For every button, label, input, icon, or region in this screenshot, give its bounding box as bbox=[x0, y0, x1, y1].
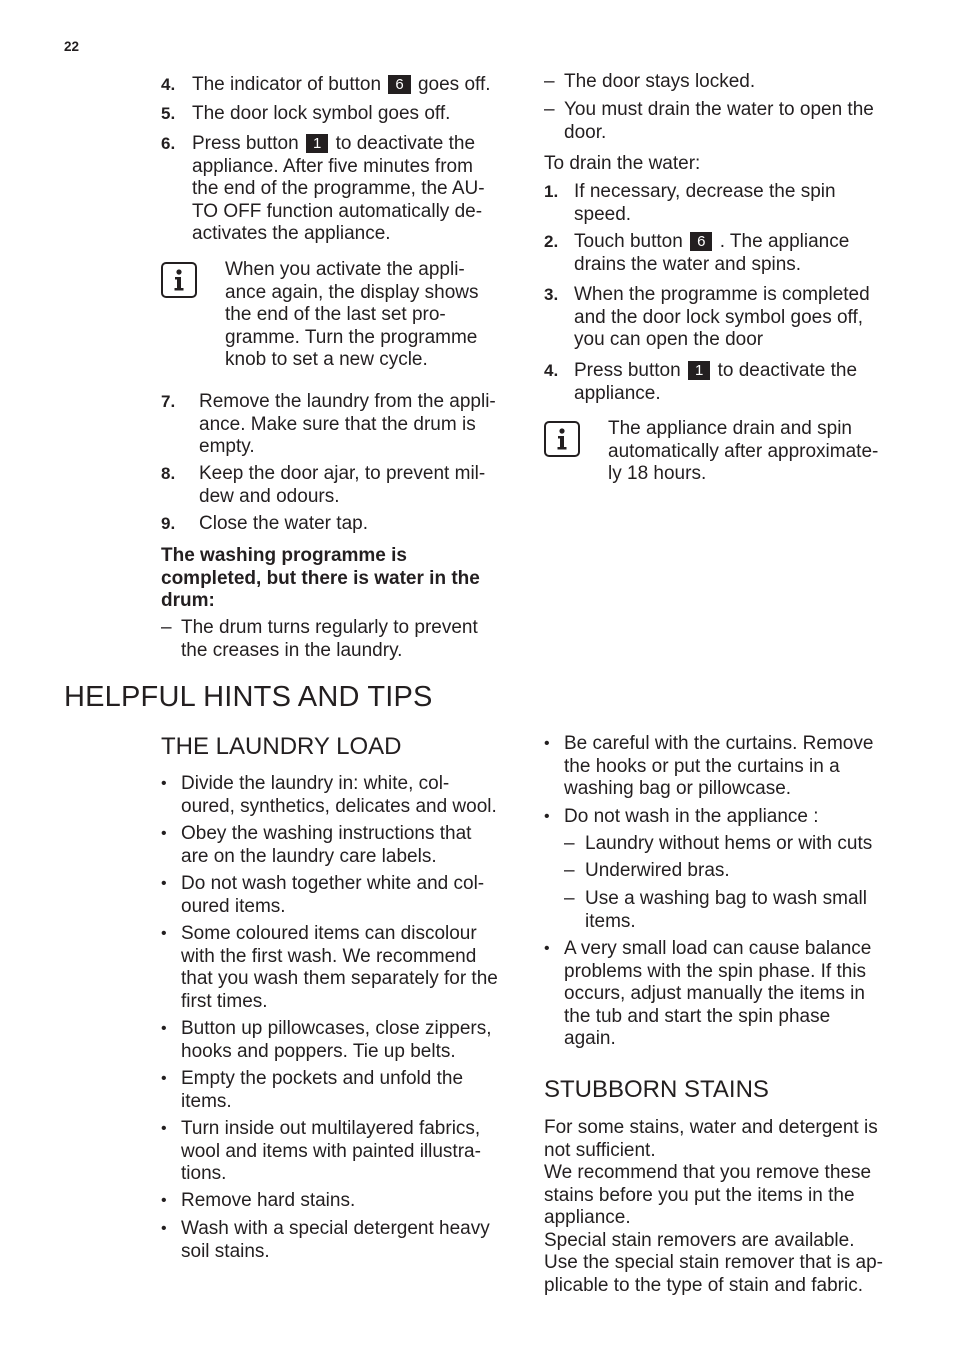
dash-marker: – bbox=[564, 833, 575, 854]
bullet-marker: • bbox=[161, 1192, 167, 1209]
dash-text-line: Use a washing bag to wash small bbox=[585, 888, 867, 909]
list-item-line: with the first wash. We recommend bbox=[181, 945, 477, 967]
step-number: 7. bbox=[161, 392, 176, 411]
list-item-line: that you wash them separately for the bbox=[181, 968, 498, 989]
dash-marker: – bbox=[544, 99, 555, 120]
list-item-line: Obey the washing instructions that bbox=[181, 823, 472, 844]
bullet-marker: • bbox=[544, 735, 550, 752]
dash-text-line: items. bbox=[585, 910, 636, 932]
list-item-line: the hooks or put the curtains in a bbox=[564, 755, 840, 777]
step-number: 4. bbox=[161, 75, 176, 94]
button-1-icon: 1 bbox=[688, 361, 710, 380]
button-6-icon: 6 bbox=[388, 75, 410, 94]
step-text: to deactivate the bbox=[335, 133, 476, 154]
info-note-line: gramme. Turn the programme bbox=[225, 326, 478, 348]
bullet-marker: • bbox=[161, 1020, 167, 1037]
dash-text-line: You must drain the water to open the bbox=[564, 99, 874, 120]
step-text-line: empty. bbox=[199, 436, 255, 457]
list-item-line: wool and items with painted illustra- bbox=[181, 1140, 481, 1162]
laundry-load-heading: THE LAUNDRY LOAD bbox=[161, 733, 402, 760]
paragraph-line: We recommend that you remove these bbox=[544, 1162, 872, 1183]
step-number: 8. bbox=[161, 464, 176, 483]
step-text-line: drains the water and spins. bbox=[574, 253, 802, 275]
step-number: 5. bbox=[161, 104, 176, 123]
paragraph-line: Use the special stain remover that is ap- bbox=[544, 1252, 883, 1273]
info-icon bbox=[161, 262, 197, 298]
info-note-line: ly 18 hours. bbox=[608, 463, 707, 484]
info-note-line: When you activate the appli- bbox=[225, 259, 465, 280]
list-item-line: oured, synthetics, delicates and wool. bbox=[181, 795, 497, 817]
list-item-line: soil stains. bbox=[181, 1240, 270, 1262]
step-text: . The appliance bbox=[719, 231, 850, 252]
info-note-line: automatically after approximate- bbox=[608, 440, 879, 462]
stubborn-stains-text bbox=[544, 1117, 909, 1297]
list-item-line: oured items. bbox=[181, 895, 286, 917]
info-icon bbox=[544, 421, 580, 457]
info-note-line: ance again, the display shows bbox=[225, 281, 479, 303]
step-number: 2. bbox=[544, 232, 559, 251]
heading-line: drum: bbox=[161, 590, 215, 611]
step-text-line: If necessary, decrease the spin bbox=[574, 181, 836, 202]
list-item-line: occurs, adjust manually the items in bbox=[564, 983, 865, 1004]
step-number: 9. bbox=[161, 514, 176, 533]
info-note-line: knob to set a new cycle. bbox=[225, 349, 428, 370]
step-text-line: dew and odours. bbox=[199, 485, 340, 507]
bullet-marker: • bbox=[161, 1070, 167, 1087]
dash-text-line: door. bbox=[564, 121, 607, 143]
water-in-drum-heading bbox=[161, 545, 513, 613]
list-item-line: first times. bbox=[181, 990, 268, 1012]
step-text-line: ance. Make sure that the drum is bbox=[199, 413, 476, 435]
list-item-line: Turn inside out multilayered fabrics, bbox=[181, 1118, 481, 1139]
list-item-line: the tub and start the spin phase bbox=[564, 1005, 831, 1027]
list-item-line: problems with the spin phase. If this bbox=[564, 960, 867, 982]
heading-line: completed, but there is water in the bbox=[161, 567, 480, 589]
paragraph-line: appliance. bbox=[544, 1207, 631, 1228]
list-item-line: Be careful with the curtains. Remove bbox=[564, 733, 874, 754]
bullet-marker: • bbox=[161, 1220, 167, 1237]
list-item-line: again. bbox=[564, 1028, 616, 1049]
step-text-line: speed. bbox=[574, 203, 632, 225]
bullet-marker: • bbox=[161, 775, 167, 792]
dash-marker: – bbox=[544, 71, 555, 92]
info-note-line: The appliance drain and spin bbox=[608, 418, 853, 439]
step-text: goes off. bbox=[417, 74, 491, 95]
step-text-line: appliance. bbox=[574, 382, 661, 404]
step-text: Press button bbox=[192, 133, 299, 154]
step-text: The indicator of button bbox=[192, 74, 382, 95]
list-item-line: Remove hard stains. bbox=[181, 1190, 356, 1211]
step-number: 4. bbox=[544, 361, 559, 380]
bullet-marker: • bbox=[161, 1120, 167, 1137]
heading-line: The washing programme is bbox=[161, 545, 407, 566]
bullet-marker: • bbox=[161, 875, 167, 892]
button-6-icon: 6 bbox=[690, 232, 712, 251]
list-item-line: Wash with a special detergent heavy bbox=[181, 1218, 490, 1239]
step-text-line: Remove the laundry from the appli- bbox=[199, 391, 496, 412]
list-item-line: Some coloured items can discolour bbox=[181, 923, 477, 944]
list-item-line: Button up pillowcases, close zippers, bbox=[181, 1018, 492, 1039]
list-item-line: hooks and poppers. Tie up belts. bbox=[181, 1040, 456, 1062]
paragraph-line: Special stain removers are available. bbox=[544, 1229, 855, 1251]
page-number: 22 bbox=[64, 39, 80, 54]
paragraph-line: stains before you put the items in the bbox=[544, 1184, 855, 1206]
step-text: The door lock symbol goes off. bbox=[192, 103, 451, 124]
info-note bbox=[608, 418, 898, 486]
step-text-line: When the programme is completed bbox=[574, 284, 870, 305]
list-item-line: tions. bbox=[181, 1163, 227, 1184]
stubborn-stains-heading: STUBBORN STAINS bbox=[544, 1076, 769, 1103]
step-text: Press button bbox=[574, 360, 681, 381]
dash-marker: – bbox=[564, 888, 575, 909]
button-1-icon: 1 bbox=[306, 134, 328, 153]
bullet-marker: • bbox=[544, 808, 550, 825]
list-item-line: Empty the pockets and unfold the bbox=[181, 1068, 464, 1089]
paragraph-line: For some stains, water and detergent is bbox=[544, 1117, 878, 1138]
list-item-line: Divide the laundry in: white, col- bbox=[181, 773, 450, 794]
dash-text-line: The drum turns regularly to prevent bbox=[181, 617, 478, 638]
bullet-marker: • bbox=[161, 925, 167, 942]
step-text-line: the end of the programme, the AU- bbox=[192, 178, 485, 199]
step-text-line: TO OFF function automatically de- bbox=[192, 200, 483, 222]
dash-marker: – bbox=[161, 617, 172, 638]
step-text-line: Keep the door ajar, to prevent mil- bbox=[199, 463, 486, 484]
bullet-marker: • bbox=[544, 940, 550, 957]
list-item-line: Do not wash together white and col- bbox=[181, 873, 485, 894]
step-text-line: appliance. After five minutes from bbox=[192, 155, 473, 177]
dash-text-line: Laundry without hems or with cuts bbox=[585, 833, 873, 854]
step-number: 3. bbox=[544, 285, 559, 304]
list-item-line: items. bbox=[181, 1090, 232, 1112]
step-text-line: Close the water tap. bbox=[199, 513, 368, 534]
bullet-marker: • bbox=[161, 825, 167, 842]
dash-text-line: The door stays locked. bbox=[564, 71, 756, 92]
paragraph-line: plicable to the type of stain and fabric. bbox=[544, 1274, 863, 1296]
section-title: HELPFUL HINTS AND TIPS bbox=[64, 681, 433, 713]
drain-intro: To drain the water: bbox=[544, 153, 701, 174]
step-text: Touch button bbox=[574, 231, 683, 252]
dash-text-line: the creases in the laundry. bbox=[181, 639, 403, 661]
dash-marker: – bbox=[564, 860, 575, 881]
paragraph-line: not sufficient. bbox=[544, 1139, 656, 1161]
list-item-line: Do not wash in the appliance : bbox=[564, 806, 819, 827]
step-number: 6. bbox=[161, 134, 176, 153]
step-text-line: activates the appliance. bbox=[192, 223, 391, 244]
step-text: to deactivate the bbox=[717, 360, 858, 381]
info-note-line: the end of the last set pro- bbox=[225, 304, 446, 325]
step-text-line: and the door lock symbol goes off, bbox=[574, 306, 864, 328]
info-note bbox=[225, 259, 515, 372]
list-item-line: washing bag or pillowcase. bbox=[564, 778, 792, 799]
list-item-line: are on the laundry care labels. bbox=[181, 845, 437, 867]
step-text-line: you can open the door bbox=[574, 329, 764, 350]
dash-text-line: Underwired bras. bbox=[585, 860, 730, 881]
list-item-line: A very small load can cause balance bbox=[564, 938, 872, 959]
step-number: 1. bbox=[544, 182, 559, 201]
